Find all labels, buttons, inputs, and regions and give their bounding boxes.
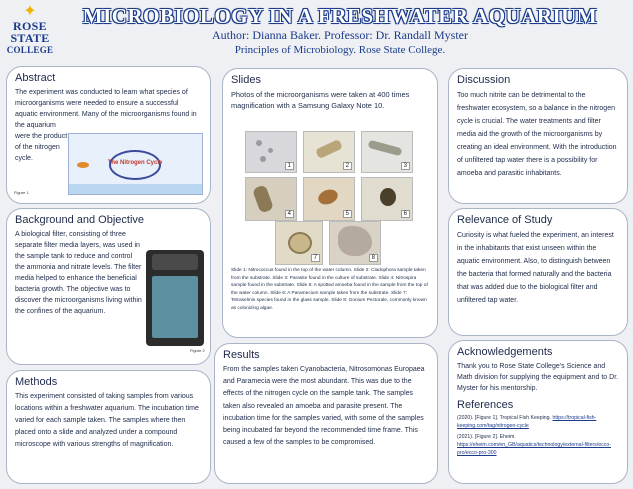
slides-caption: Slide 1: Nitrococcus found in the top of the water column. Slide 2: Cladophora sample taken from the substrate. Slide 3: Parasite found in the culture of substrate. Slide 4: Nitrospira sample found in the substrate. Slide 5: A spotted amoeba found in the sample from the top of the water column. Slide 6: A Paramecium sample taken from the substrate. Slide 7: Tetraselmis species found in the glass sample. Slide 8: Gonium Pectorale, commonly known as colonizing algae. — [231, 268, 428, 311]
filter-canister-image — [146, 250, 204, 346]
relevance-panel — [448, 208, 628, 336]
poster-header — [0, 0, 633, 62]
figure-1-title: The Nitrogen Cycle — [107, 160, 163, 166]
results-heading: Results — [223, 349, 260, 361]
results-panel — [214, 343, 438, 484]
slide-number: 7 — [311, 254, 320, 262]
abstract-text-continued: were the product of the nitrogen cycle. — [15, 133, 68, 162]
fish-icon — [77, 162, 89, 168]
slide-image-6 — [361, 177, 413, 221]
slide-image-3 — [361, 131, 413, 173]
water-graphic — [69, 184, 202, 194]
discussion-heading: Discussion — [457, 74, 511, 86]
poster-authors: Author: Dianna Baker. Professor: Dr. Randall Myster — [212, 28, 468, 42]
slide-image-2 — [303, 131, 355, 173]
abstract-heading: Abstract — [15, 72, 56, 84]
reference-item-1 — [457, 414, 619, 430]
acknowledgements-panel — [448, 340, 628, 484]
figure-2-caption: Figure 2 — [190, 348, 205, 353]
methods-heading: Methods — [15, 376, 58, 388]
slides-heading: Slides — [231, 74, 261, 86]
slide-image-1 — [245, 131, 297, 173]
methods-text: This experiment consisted of taking samples from various locations within a freshwater aquarium. The incubation time varied for each sample taken. The samples where then placed onto a slide and analyzed under a compound microscope with various strengths of magnification. — [15, 393, 199, 448]
slide-number: 3 — [401, 162, 410, 170]
slide-image-8 — [329, 221, 381, 265]
logo-line-3: COLLEGE — [6, 45, 54, 55]
slides-intro: Photos of the microorganisms were taken at 400 times magnification with a Samsung Galaxy Note 10. — [231, 90, 410, 110]
relevance-heading: Relevance of Study — [457, 214, 553, 226]
background-heading: Background and Objective — [15, 214, 145, 226]
slide-number: 1 — [285, 162, 294, 170]
logo-line-2: STATE — [10, 31, 50, 45]
slide-image-4 — [245, 177, 297, 221]
slide-image-7 — [275, 221, 323, 265]
discussion-text: Too much nitrite can be detrimental to the freshwater ecosystem, so a balance in the nitrogen cycle is crucial. The water treatments and filter media aid the growth of the microorganisms by creating an ideal environment. With the introduction of unfiltered tap water there is a possibility for amoeba and parasitic inhabitants. — [457, 92, 617, 177]
figure-1-caption: Figure 1 — [14, 190, 29, 195]
slide-number: 8 — [369, 254, 378, 262]
discussion-panel — [448, 68, 628, 204]
canister-body — [152, 276, 198, 338]
poster-title: MICROBIOLOGY IN A FRESHWATER AQUARIUM — [82, 4, 598, 28]
acknowledgements-text: Thank you to Rose State College’s Science and Math division for supplying the equipment and to Dr. Myster for his mentorship. — [457, 363, 619, 392]
slide-number: 6 — [401, 210, 410, 218]
reference-item-2 — [457, 433, 619, 457]
slide-number: 4 — [285, 210, 294, 218]
slides-panel — [222, 68, 438, 338]
abstract-text: The experiment was conducted to learn what species of microorganisms were needed to ensure a successful aquatic environment. Many of the microorganisms found in the aquarium — [15, 89, 197, 129]
reference-text: (2020). [Figure 1]. Tropical Fish Keeping. — [457, 415, 553, 421]
star-icon: ✦ — [23, 3, 37, 20]
methods-panel — [6, 370, 211, 484]
logo-line-1: ROSE — [13, 19, 47, 33]
slide-number: 2 — [343, 162, 352, 170]
poster-institution: Principles of Microbiology. Rose State College. — [234, 44, 446, 56]
references-heading: References — [457, 399, 514, 411]
reference-text: (2021). [Figure 2]. Eheim. — [457, 434, 516, 440]
slide-image-5 — [303, 177, 355, 221]
slide-number: 5 — [343, 210, 352, 218]
results-text: From the samples taken Cyanobacteria, Nitrosomonas Europaea and Paramecia were the most abundant. This was due to the effects of the nitrogen cycle on the sample tank. The samples taken also revealed an amoeba and parasite present. The incubation time for the samples varied, with some of the samples being incubated far beyond the recommended time frame. This caused a few of the samples to be compromised. — [223, 366, 425, 447]
reference-link[interactable]: https://eheim.com/en_GB/aquatics/technology/external-filters/ecco-pro/ecco-pro-300 — [457, 442, 611, 456]
reference-link[interactable]: https://tropical-fish-keeping.com/tag/nitrogen-cycle — [457, 415, 597, 429]
relevance-text: Curiosity is what fueled the experiment, an interest in the inhabitants that exist unseen within the aquatic environment. Also, to distinguish between the bacteria that formed naturally and the bacteria that was added due to the biological filter and unfiltered tap water. — [457, 232, 614, 304]
acknowledgements-heading: Acknowledgements — [457, 346, 553, 358]
background-text: A biological filter, consisting of three separate filter media layers, was used in the sample tank to reduce and control the ammonia and nitrate levels. The filter media helped to enhance the beneficial bacteria growth. The objective was to discover the microorganisms living within the confines of the aquarium. — [15, 231, 142, 315]
canister-lid — [152, 254, 198, 270]
college-logo — [6, 4, 54, 56]
nitrogen-cycle-figure — [68, 133, 203, 195]
